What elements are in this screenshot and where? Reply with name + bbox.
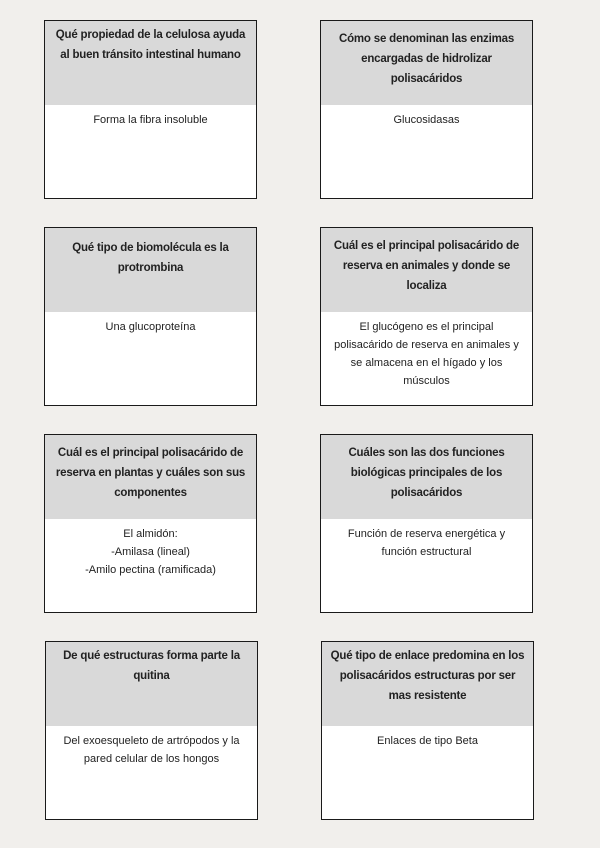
card-answer: El glucógeno es el principal polisacárido de reserva en animales y se almacena en el hígado y los músculos <box>334 321 519 387</box>
flashcard <box>320 227 533 406</box>
card-question: Cuál es el principal polisacárido de reserva en plantas y cuáles son sus componentes <box>45 435 256 519</box>
card-answer: Una glucoproteína <box>105 321 196 333</box>
card-answer: El almidón: -Amilasa (lineal) -Amilo pectina (ramificada) <box>85 528 216 576</box>
flashcard <box>44 434 257 613</box>
card-question: Cuál es el principal polisacárido de reserva en animales y donde se localiza <box>321 228 532 312</box>
card-question: Qué propiedad de la celulosa ayuda al buen tránsito intestinal humano <box>45 21 256 105</box>
card-answer: Función de reserva energética y función estructural <box>347 528 506 558</box>
card-answer: Forma la fibra insoluble <box>93 114 208 126</box>
card-question: Cuáles son las dos funciones biológicas principales de los polisacáridos <box>321 435 532 519</box>
card-question: Qué tipo de biomolécula es la protrombina <box>45 228 256 312</box>
card-answer: Del exoesqueleto de artrópodos y la pared celular de los hongos <box>63 735 240 765</box>
flashcard <box>320 20 533 199</box>
card-question: Cómo se denominan las enzimas encargadas de hidrolizar polisacáridos <box>321 21 532 105</box>
card-answer: Glucosidasas <box>393 114 460 126</box>
flashcard <box>320 434 533 613</box>
card-question: De qué estructuras forma parte la quitina <box>46 642 257 726</box>
flashcard <box>44 227 257 406</box>
flashcard <box>45 641 258 820</box>
card-question: Qué tipo de enlace predomina en los polisacáridos estructuras por ser mas resistente <box>322 642 533 726</box>
flashcard <box>321 641 534 820</box>
card-answer: Enlaces de tipo Beta <box>377 735 478 747</box>
flashcard <box>44 20 257 199</box>
